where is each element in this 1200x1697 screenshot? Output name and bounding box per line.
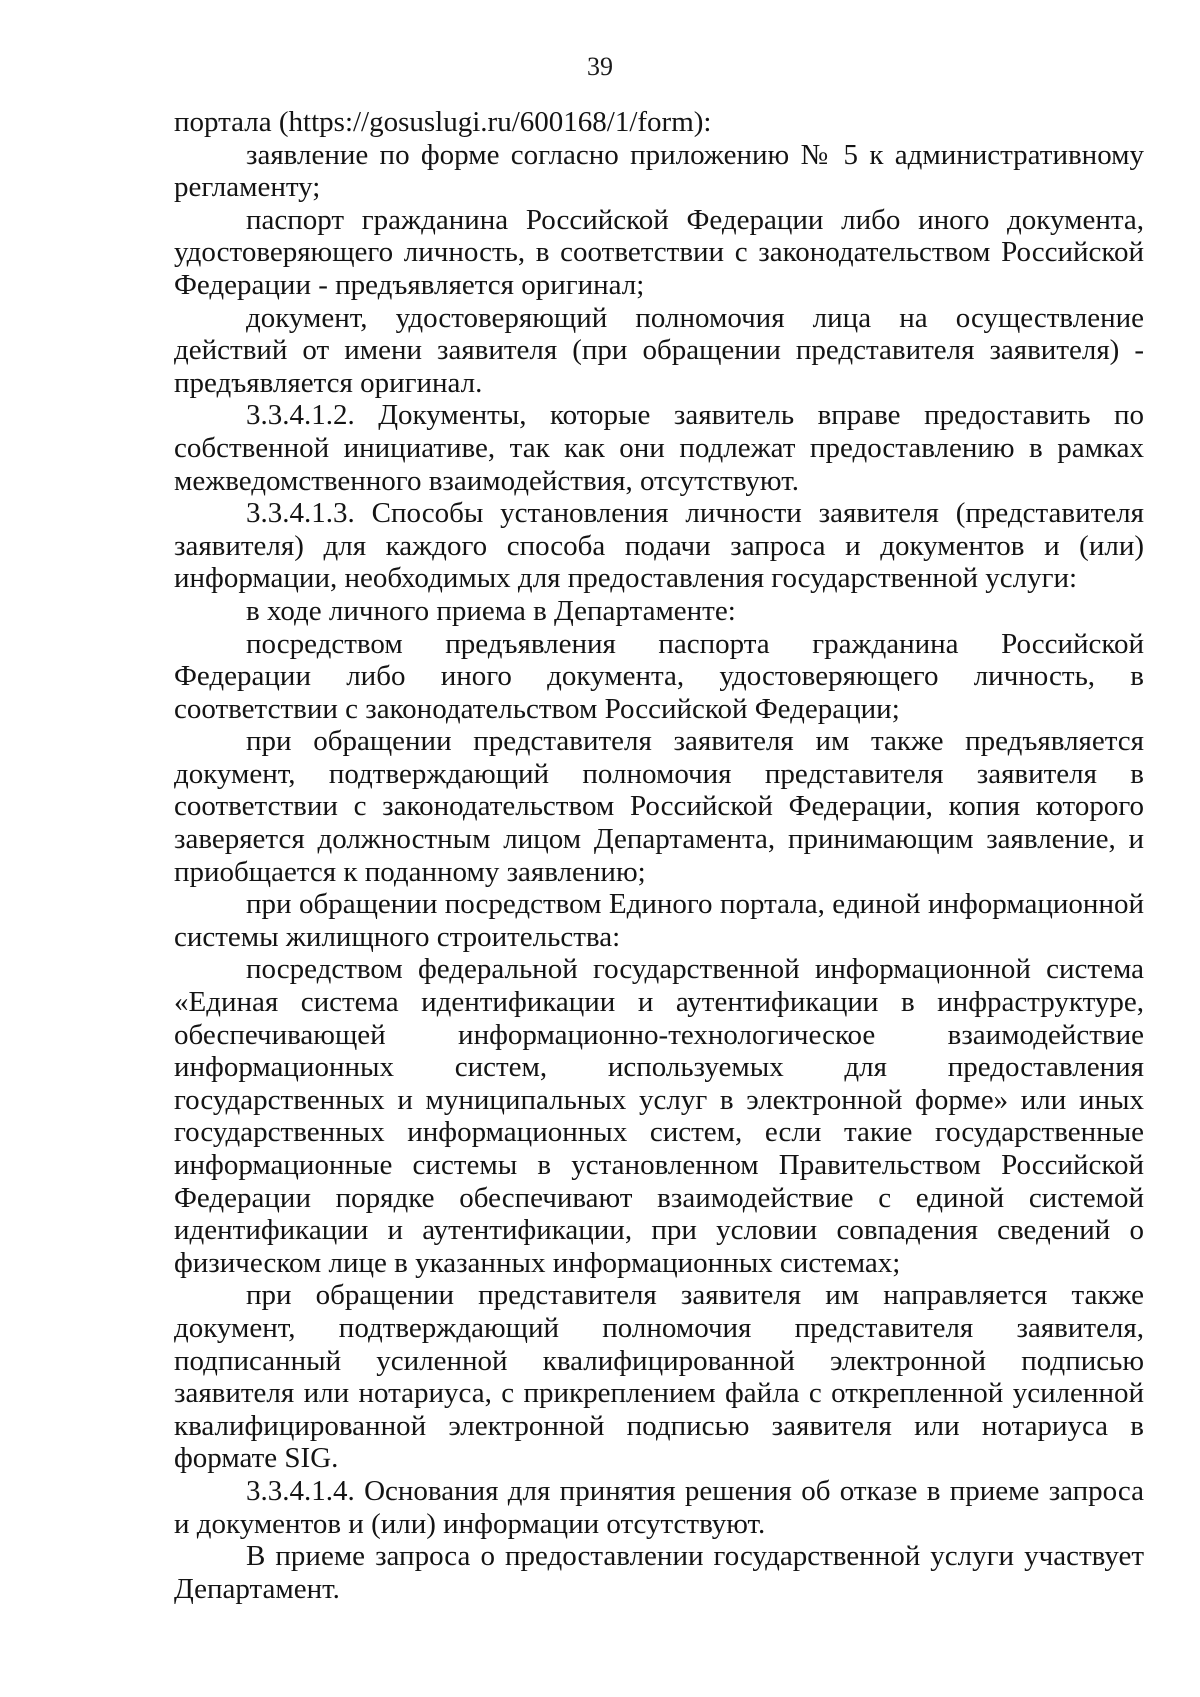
paragraph-passport-presentation: посредством предъявления паспорта гражданина Российской Федерации либо иного документа, удостоверяющего личность, в соответствии с законодательством Российской Федерации; — [174, 627, 1144, 725]
paragraph-representative-document: при обращении представителя заявителя им также предъявляется документ, подтверждающий полномочия представителя заявителя в соответствии с законодательством Российской Федерации, копия которого заверяется должностным лицом Департамента, принимающим заявление, и приобщается к поданному заявлению; — [174, 725, 1144, 888]
paragraph-passport: паспорт гражданина Российской Федерации либо иного документа, удостоверяющего личность, в соответствии с законодательством Российской Федерации - предъявляется оригинал; — [174, 203, 1144, 301]
paragraph-3-3-4-1-3: 3.3.4.1.3. Способы установления личности заявителя (представителя заявителя) для каждого способа подачи запроса и документов и (или) информации, необходимых для предоставления государственной услуги: — [174, 497, 1144, 595]
paragraph-portal-link: портала (https://gosuslugi.ru/600168/1/form): — [174, 106, 712, 138]
document-body — [174, 106, 1144, 1605]
paragraph-representative-signature: при обращении представителя заявителя им направляется также документ, подтверждающий полномочия представителя заявителя, подписанный усиленной квалифицированной электронной подписью заявителя или нотариуса, с прикреплением файла с открепленной усиленной квалифицированной электронной подписью заявителя или нотариуса в формате SIG. — [174, 1279, 1144, 1475]
paragraph-personal-reception: в ходе личного приема в Департаменте: — [246, 594, 736, 627]
paragraph-3-3-4-1-2: 3.3.4.1.2. Документы, которые заявитель вправе предоставить по собственной инициативе, так как они подлежат предоставлению в рамках межведомственного взаимодействия, отсутствуют. — [174, 399, 1144, 497]
paragraph-application-form: заявление по форме согласно приложению № 5 к административному регламенту; — [174, 138, 1144, 204]
paragraph-unified-portal: при обращении посредством Единого портала, единой информационной системы жилищного строительства: — [174, 888, 1144, 953]
page-number: 39 — [587, 52, 613, 81]
paragraph-department-participates: В приеме запроса о предоставлении государственной услуги участвует Департамент. — [174, 1540, 1144, 1605]
paragraph-authority-document: документ, удостоверяющий полномочия лица на осуществление действий от имени заявителя (при обращении представителя заявителя) - предъявляется оригинал. — [174, 301, 1144, 399]
paragraph-3-3-4-1-4: 3.3.4.1.4. Основания для принятия решения об отказе в приеме запроса и документов и (или) информации отсутствуют. — [174, 1474, 1144, 1540]
paragraph-esia: посредством федеральной государственной информационной система «Единая система идентификации и аутентификации в инфраструктуре, обеспечивающей информационно-технологическое взаимодействие информационных систем, используемых для предоставления государственных и муниципальных услуг в электронной форме» или иных государственных информационных систем, если такие государственные информационные системы в установленном Правительством Российской Федерации порядке обеспечивают взаимодействие с единой системой идентификации и аутентификации, при условии совпадения сведений о физическом лице в указанных информационных системах; — [174, 953, 1144, 1279]
